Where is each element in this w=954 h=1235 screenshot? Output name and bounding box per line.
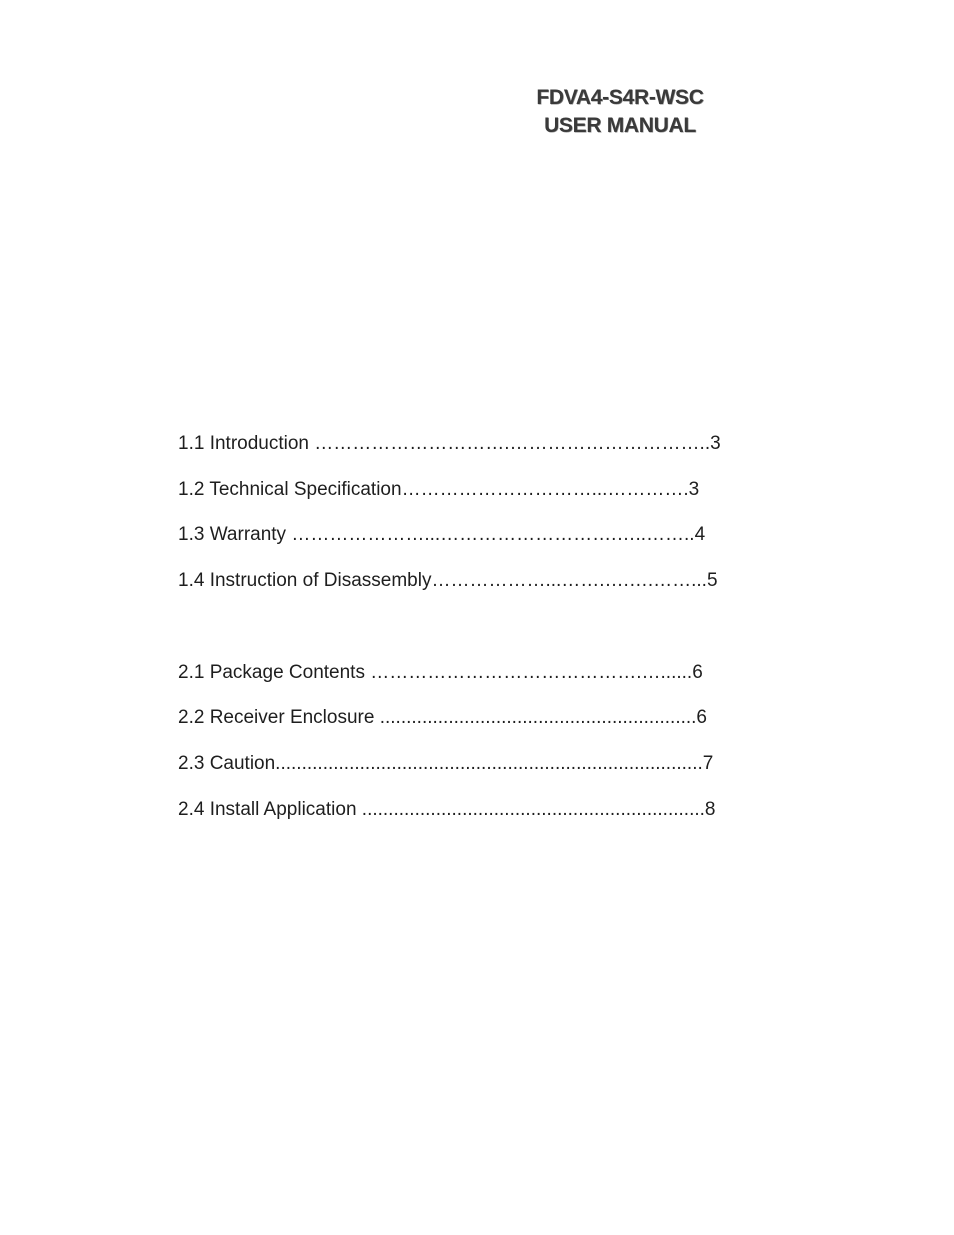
toc-entry-technical-specification[interactable] (178, 478, 699, 502)
toc-entry-text: 1.4 Instruction of Disassembly………………...…….….….……...5 (178, 570, 718, 591)
toc-entry-text: 2.4 Install Application .................................................................8 (178, 799, 716, 820)
toc-entry-text: 2.2 Receiver Enclosure ............................................................6 (178, 707, 708, 728)
toc-entry-text: 1.1 Introduction ………………………….…………………………..3 (178, 433, 721, 454)
toc-entry-warranty[interactable] (178, 523, 705, 547)
toc-entry-receiver-enclosure[interactable] (178, 706, 707, 730)
toc-entry-text: 2.1 Package Contents …………………………………….…......6 (178, 662, 703, 683)
toc-entry-instruction-of-disassembly[interactable] (178, 569, 718, 593)
user-manual-title: USER MANUAL (544, 114, 696, 137)
toc-entry-introduction[interactable] (178, 432, 721, 456)
toc-entry-text: 1.3 Warranty …………………...……………………….…..……..4 (178, 524, 706, 545)
toc-entry-text: 1.2 Technical Specification…………………………...………….3 (178, 479, 700, 500)
toc-entry-caution[interactable] (178, 752, 713, 776)
product-model-title: FDVA4-S4R-WSC (536, 86, 704, 109)
toc-entry-package-contents[interactable] (178, 661, 703, 685)
document-title (500, 84, 740, 140)
toc-entry-text: 2.3 Caution.................................................................................7 (178, 753, 714, 774)
toc-entry-install-application[interactable] (178, 798, 715, 822)
